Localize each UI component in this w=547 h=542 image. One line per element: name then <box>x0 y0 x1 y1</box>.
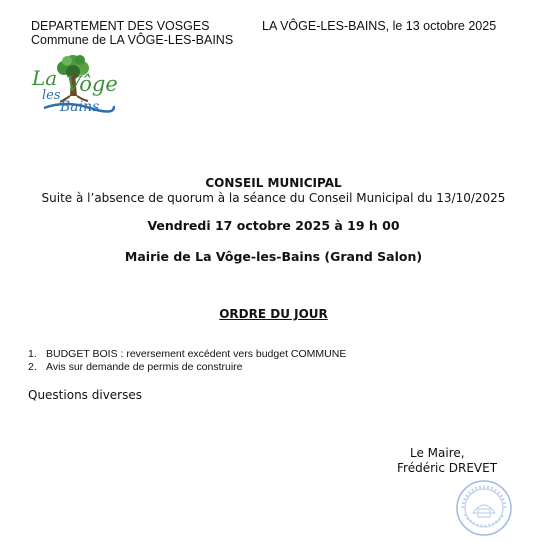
agenda-item-text: Avis sur demande de permis de construire <box>46 361 243 373</box>
department-label: DEPARTEMENT DES VOSGES <box>31 19 210 33</box>
logo-les-text: les <box>42 88 61 103</box>
town-logo <box>30 52 118 118</box>
agenda-item-text: BUDGET BOIS : reversement excédent vers budget COMMUNE <box>46 348 347 360</box>
signature-role: Le Maire, <box>410 446 465 460</box>
place-date: LA VÔGE-LES-BAINS, le 13 octobre 2025 <box>262 19 497 33</box>
agenda-item-number: 2. <box>28 361 37 373</box>
seal-icon <box>453 479 515 537</box>
quorum-subtitle: Suite à l’absence de quorum à la séance du Conseil Municipal du 13/10/2025 <box>41 191 506 205</box>
logo-voge-text: Vôge <box>66 72 118 96</box>
logo-bains-text: Bains <box>60 99 100 115</box>
council-heading: CONSEIL MUNICIPAL <box>205 176 342 190</box>
meeting-datetime: Vendredi 17 octobre 2025 à 19 h 00 <box>147 218 400 233</box>
agenda-item <box>28 361 243 374</box>
commune-label: Commune de LA VÔGE-LES-BAINS <box>31 33 234 47</box>
meeting-venue: Mairie de La Vôge-les-Bains (Grand Salon) <box>124 249 423 264</box>
signature-name: Frédéric DREVET <box>397 461 498 475</box>
logo-la-text: La <box>32 66 58 90</box>
agenda-heading: ORDRE DU JOUR <box>219 307 328 321</box>
misc-questions: Questions diverses <box>28 388 142 402</box>
agenda-item-number: 1. <box>28 348 37 360</box>
official-stamp <box>453 479 515 537</box>
agenda-item <box>28 348 346 361</box>
